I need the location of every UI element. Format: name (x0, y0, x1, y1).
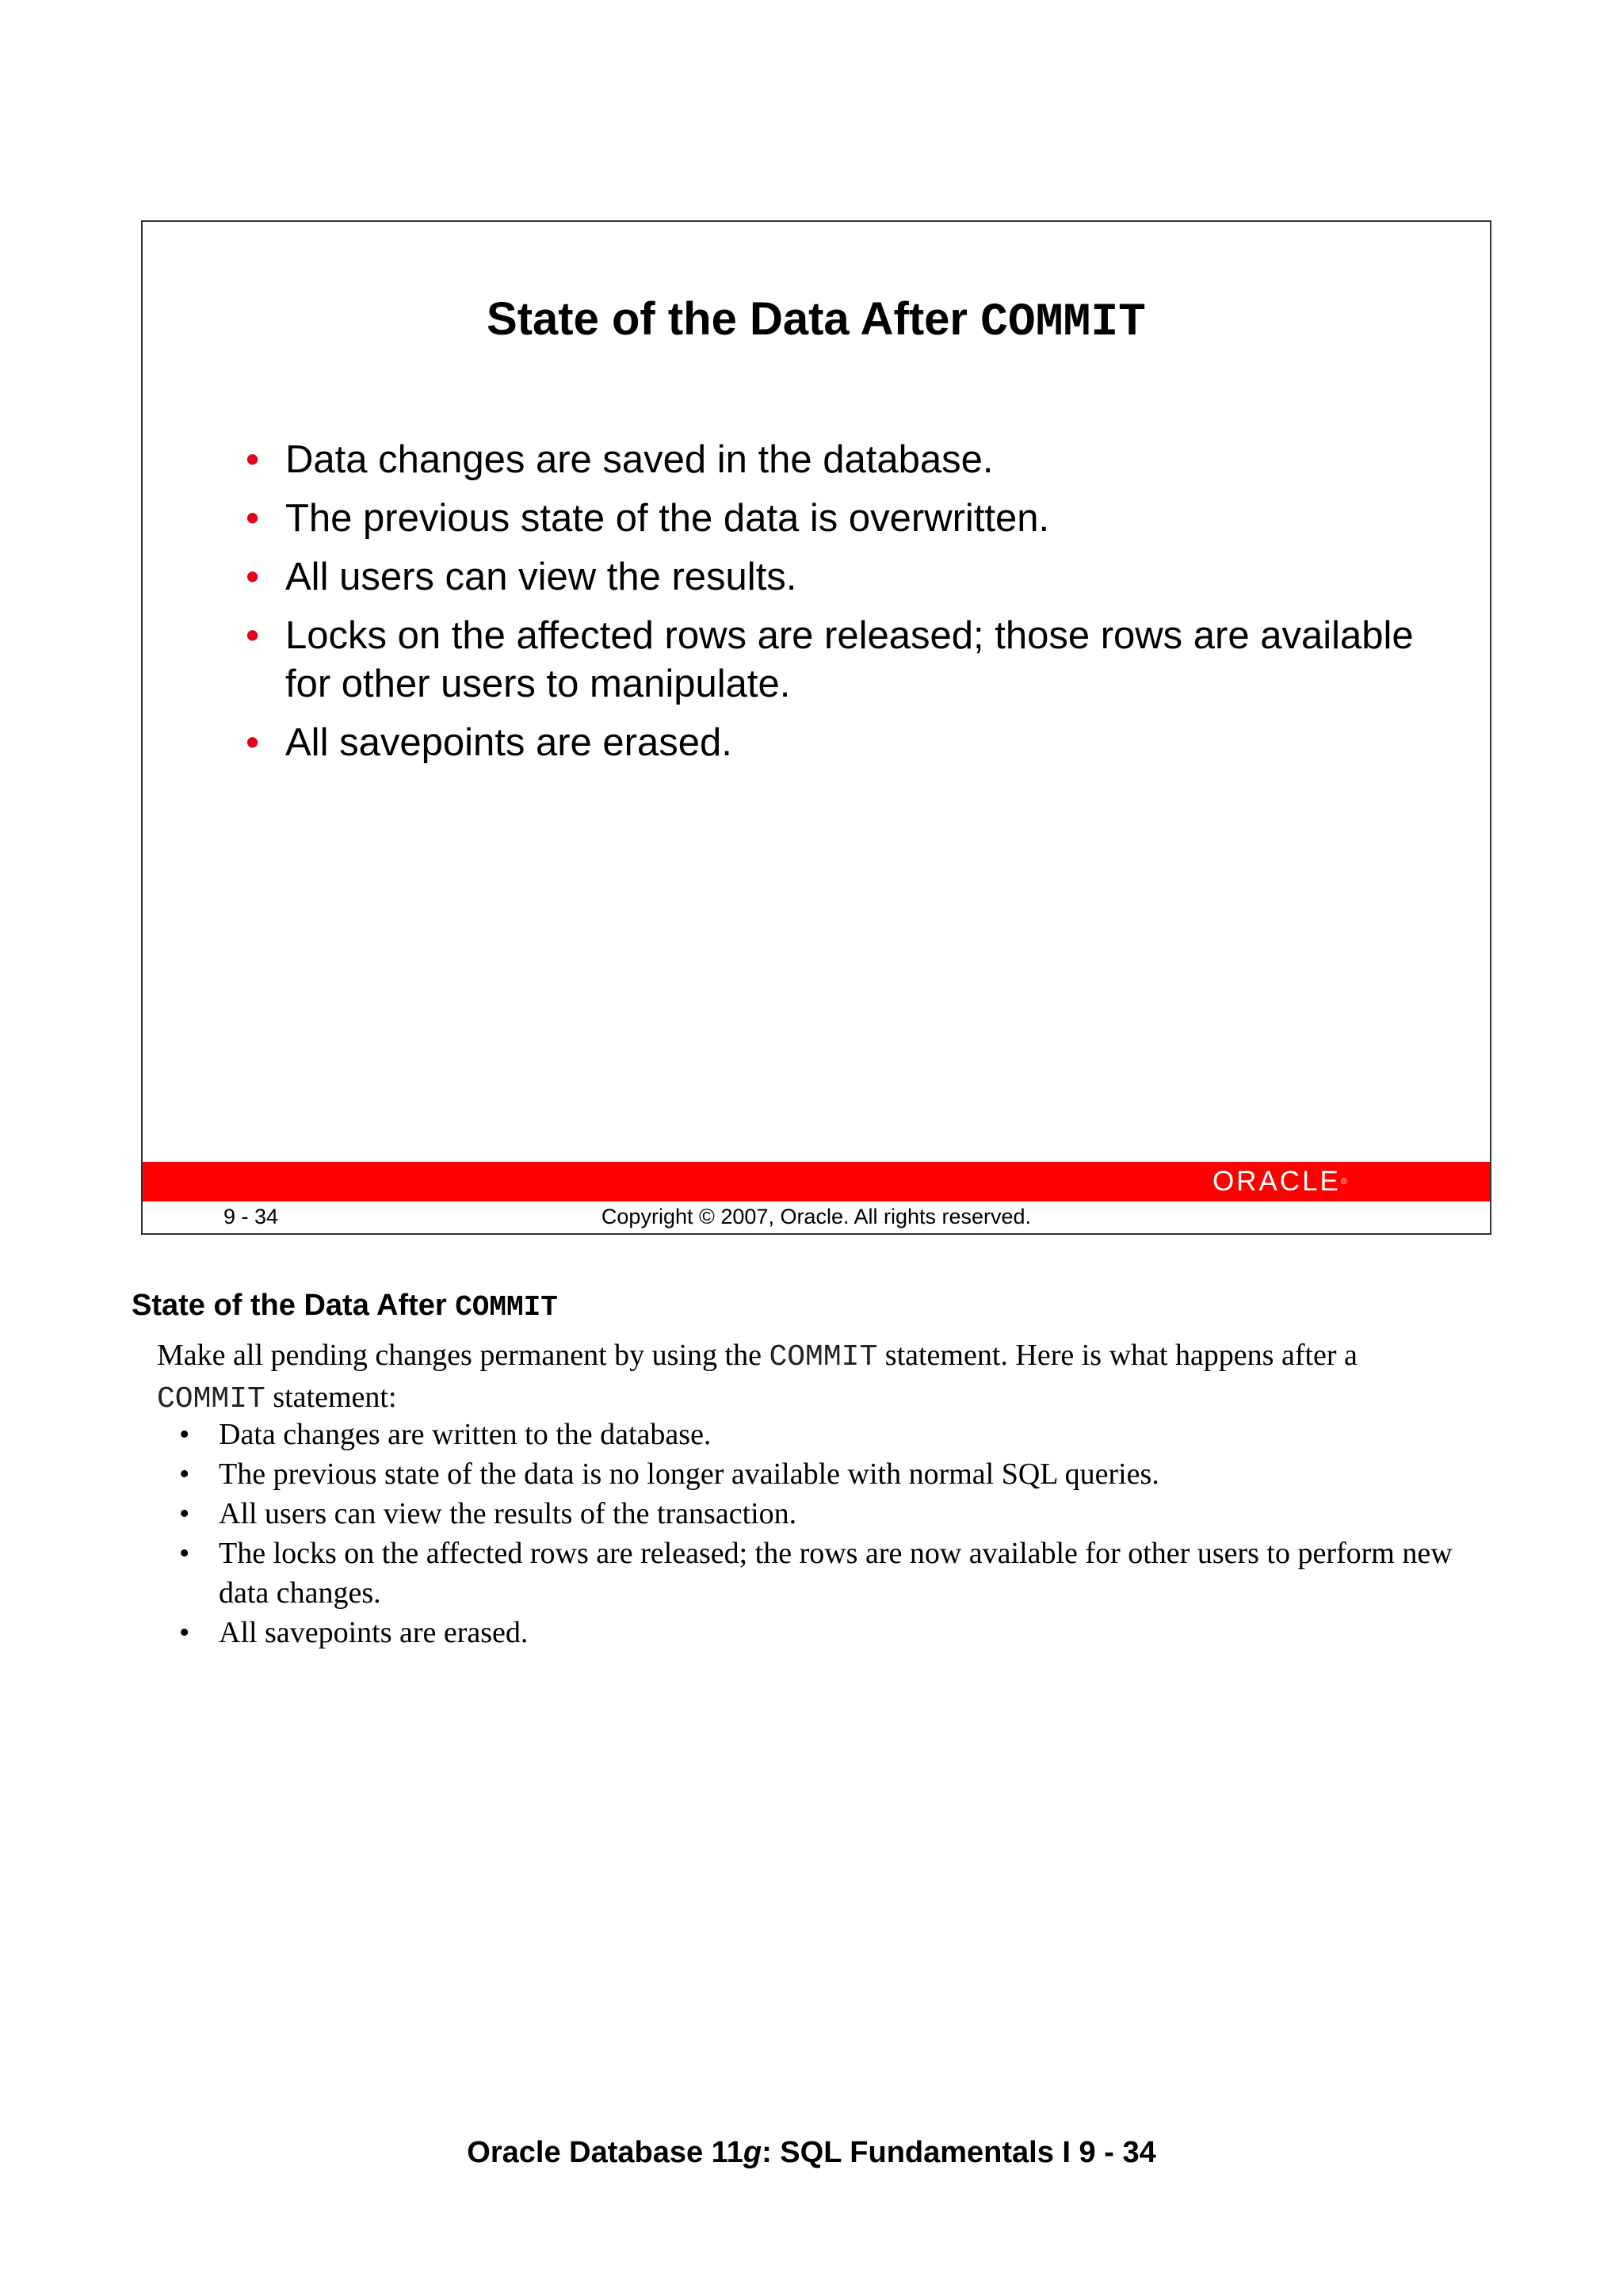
notes-paragraph (157, 1335, 1496, 1419)
footer-text: : SQL Fundamentals I 9 - 34 (762, 2136, 1156, 2169)
slide-bullet-text: All savepoints are erased. (285, 721, 732, 764)
oracle-logo-text: ORACLE (1212, 1166, 1341, 1197)
bullet-icon: • (246, 721, 260, 764)
notes-text: statement. Here is what happens after a (877, 1339, 1358, 1372)
trademark-icon: ® (1340, 1177, 1347, 1186)
notes-bullet-text: Data changes are written to the database. (219, 1418, 712, 1451)
slide-bullet (246, 553, 1419, 602)
inline-code: COMMIT (769, 1340, 878, 1374)
notes-bullet-text: All users can view the results of the transaction. (219, 1497, 797, 1530)
slide-bullet-text: Data changes are saved in the database. (285, 438, 994, 481)
notes-bullet (179, 1454, 1495, 1494)
copyright-text: Copyright © 2007, Oracle. All rights reserved. (601, 1205, 1032, 1228)
notes-text: Make all pending changes permanent by using the (157, 1339, 769, 1372)
notes-heading-code: COMMIT (455, 1291, 558, 1324)
slide-number: 9 - 34 (223, 1205, 279, 1228)
notes-bullet (179, 1534, 1495, 1613)
notes-bullet-list (179, 1415, 1495, 1652)
bullet-icon: • (246, 614, 260, 657)
bullet-icon: • (179, 1457, 190, 1491)
slide-title (143, 292, 1490, 351)
notes-bullet (179, 1613, 1495, 1652)
bullet-icon: • (179, 1418, 190, 1451)
bullet-icon: • (179, 1616, 190, 1649)
bullet-icon: • (179, 1497, 190, 1530)
bullet-icon: • (179, 1537, 190, 1570)
slide-bullet-text: All users can view the results. (285, 556, 797, 598)
notes-heading (132, 1289, 558, 1324)
slide-bullet-text: Locks on the affected rows are released; those rows are available for other users to manipulate. (285, 614, 1414, 705)
slide-bullet (246, 436, 1419, 484)
slide-footer (143, 1201, 1490, 1235)
slide-bullet (246, 612, 1419, 709)
slide-bullet (246, 719, 1419, 767)
notes-text: statement: (265, 1381, 397, 1414)
inline-code: COMMIT (157, 1382, 265, 1416)
bullet-icon: • (246, 497, 260, 540)
notes-heading-text: State of the Data After (132, 1289, 456, 1322)
page-footer (0, 2136, 1623, 2170)
slide-bullet (246, 495, 1419, 543)
notes-bullet (179, 1494, 1495, 1534)
oracle-logo (1212, 1163, 1347, 1200)
slide-bullet-text: The previous state of the data is overwritten. (285, 497, 1050, 540)
footer-text: Oracle Database 11 (467, 2136, 743, 2169)
slide-title-code: COMMIT (980, 297, 1146, 349)
notes-bullet (179, 1415, 1495, 1454)
bullet-icon: • (246, 556, 260, 598)
notes-bullet-text: The previous state of the data is no longer available with normal SQL queries. (219, 1457, 1159, 1491)
notes-bullet-text: The locks on the affected rows are released; the rows are now available for other users to perform new data changes. (219, 1537, 1453, 1610)
slide-title-text: State of the Data After (487, 293, 981, 345)
slide-frame (141, 220, 1491, 1235)
slide-bullet-list (246, 436, 1419, 777)
footer-italic: g (743, 2136, 762, 2169)
bullet-icon: • (246, 438, 260, 481)
notes-bullet-text: All savepoints are erased. (219, 1616, 529, 1649)
